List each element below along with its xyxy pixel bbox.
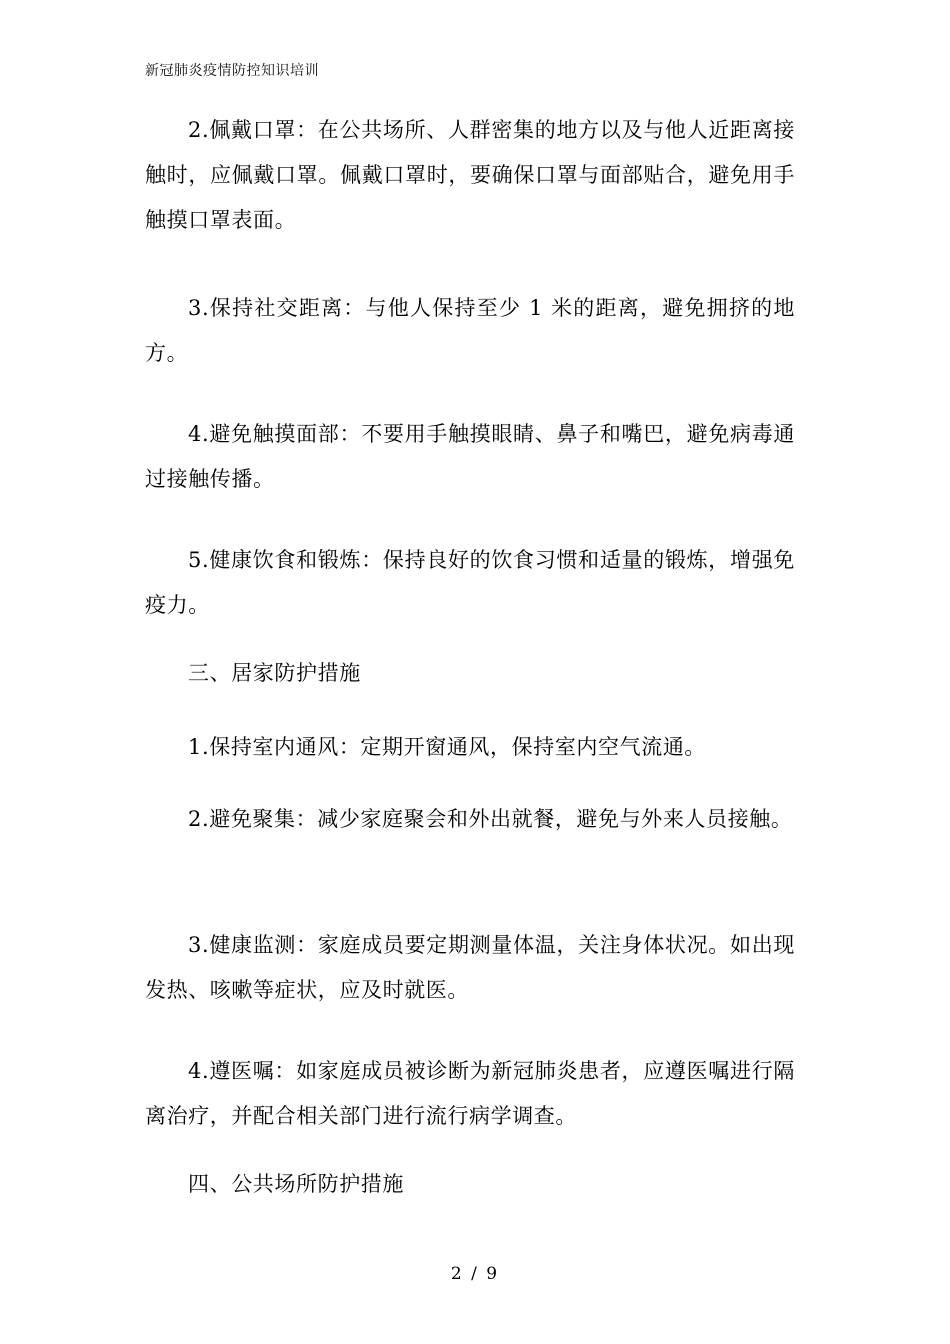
- document-header: 新冠肺炎疫情防控知识培训: [145, 63, 319, 79]
- paragraph-avoid-touching-face: 4.避免触摸面部：不要用手触摸眼睛、鼻子和嘴巴，避免病毒通过接触传播。: [145, 422, 795, 491]
- paragraph-diet-exercise: 5.健康饮食和锻炼：保持良好的饮食习惯和适量的锻炼，增强免疫力。: [145, 548, 795, 617]
- paragraph-social-distance: 3.保持社交距离：与他人保持至少 1 米的距离，避免拥挤的地方。: [145, 296, 795, 365]
- paragraph-health-monitoring: 3.健康监测：家庭成员要定期测量体温，关注身体状况。如出现发热、咳嗽等症状，应及时就医。: [145, 933, 795, 1002]
- page-number: 2 / 9: [450, 1264, 500, 1284]
- paragraph-ventilation: 1.保持室内通风：定期开窗通风，保持室内空气流通。: [188, 735, 707, 759]
- section-heading-home-protection: 三、居家防护措施: [188, 661, 361, 685]
- paragraph-follow-doctor: 4.遵医嘱：如家庭成员被诊断为新冠肺炎患者，应遵医嘱进行隔离治疗，并配合相关部门进行流行病学调查。: [145, 1059, 795, 1128]
- section-heading-public-protection: 四、公共场所防护措施: [188, 1172, 404, 1196]
- paragraph-avoid-gathering: 2.避免聚集：减少家庭聚会和外出就餐，避免与外来人员接触。: [188, 807, 793, 831]
- paragraph-wear-mask: 2.佩戴口罩：在公共场所、人群密集的地方以及与他人近距离接触时，应佩戴口罩。佩戴口罩时，要确保口罩与面部贴合，避免用手触摸口罩表面。: [145, 118, 795, 232]
